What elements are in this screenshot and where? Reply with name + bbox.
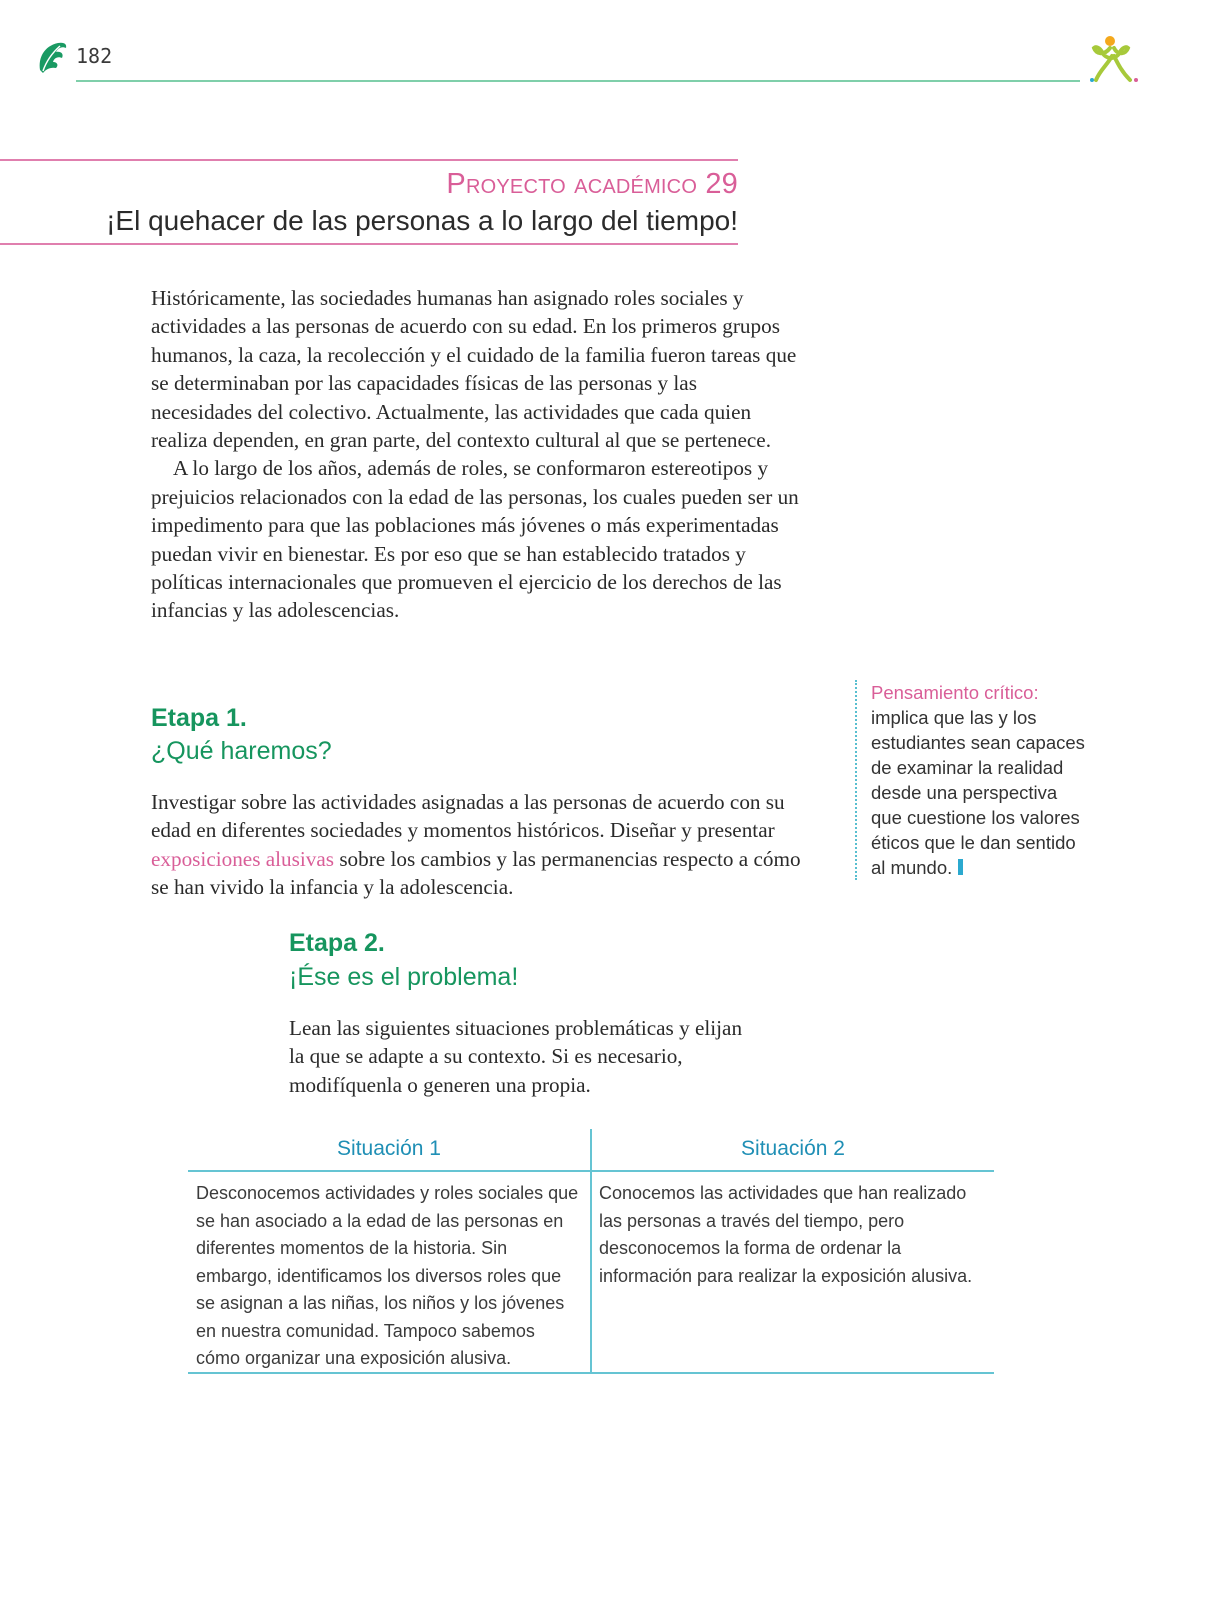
stage2-label: Etapa 2.	[289, 929, 385, 957]
stage1-text-before: Investigar sobre las actividades asignadas a las personas de acuerdo con su edad en diferentes sociedades y momentos históricos. Diseñar y presentar	[151, 790, 785, 843]
stage1-question: ¿Qué haremos?	[151, 737, 332, 765]
glossary-link[interactable]: exposiciones alusivas	[151, 846, 335, 871]
project-title: ¡El quehacer de las personas a lo largo del tiempo!	[106, 205, 738, 236]
intro-text	[151, 284, 799, 625]
project-label: Proyecto académico 29	[446, 168, 738, 200]
sidebar-term: Pensamiento crítico:	[871, 682, 1039, 703]
intro-paragraph-2: A lo largo de los años, además de roles, se conformaron estereotipos y prejuicios relacionados con la edad de las personas, los cuales pueden ser un impedimento para que las poblaciones más jóvenes o más experimentadas puedan vivir en bienestar. Es por eso que se han establecido tratados y políticas internacionales que promueven el ejercicio de los derechos de las infancias y las adolescencias.	[151, 456, 799, 623]
stage1-text-after: sobre los cambios y las permanencias respecto a cómo se han vivido la infancia y la adolescencia.	[151, 846, 801, 900]
table-header-rule	[188, 1170, 994, 1172]
stage2-question: ¡Ése es el problema!	[289, 963, 519, 991]
figure-logo-icon	[1086, 34, 1140, 86]
situation-1-heading: Situación 1	[337, 1137, 441, 1160]
stage1-text	[151, 788, 811, 902]
title-top-rule	[0, 159, 738, 161]
sidebar-text: implica que las y los estudiantes sean capaces de examinar la realidad desde una perspectiva que cuestione los valores éticos que le dan sentido al mundo.	[871, 707, 1085, 878]
situations-table	[188, 1129, 994, 1374]
title-bottom-rule	[0, 243, 738, 245]
table-divider	[590, 1129, 592, 1374]
table-bottom-rule	[188, 1372, 994, 1374]
situation-2-heading: Situación 2	[741, 1137, 845, 1160]
end-marker-icon	[958, 859, 963, 875]
header-rule	[76, 80, 1080, 82]
sidebar-definition	[855, 680, 1086, 880]
stage2-text: Lean las siguientes situaciones problemáticas y elijan la que se adapte a su contexto. Si es necesario, modifíquenla o generen una propia.	[289, 1016, 743, 1097]
situation-2-text: Conocemos las actividades que han realizado las personas a través del tiempo, pero desconocemos la forma de ordenar la información para realizar la exposición alusiva.	[599, 1183, 973, 1286]
page-number: 182	[76, 44, 113, 68]
situation-1-text: Desconocemos actividades y roles sociales que se han asociado a la edad de las personas en diferentes momentos de la historia. Sin embargo, identificamos los diversos roles que se asignan a las niñas, los niños y los jóvenes en nuestra comunidad. Tampoco sabemos cómo organizar una exposición alusiva.	[196, 1183, 579, 1368]
stage1-label: Etapa 1.	[151, 704, 247, 732]
leaf-icon	[36, 40, 68, 74]
intro-paragraph-1: Históricamente, las sociedades humanas han asignado roles sociales y actividades a las personas de acuerdo con su edad. En los primeros grupos humanos, la caza, la recolección y el cuidado de la familia fueron tareas que se determinaban por las capacidades físicas de las personas y las necesidades del colectivo. Actualmente, las actividades que cada quien realiza dependen, en gran parte, del contexto cultural al que se pertenece.	[151, 286, 797, 453]
